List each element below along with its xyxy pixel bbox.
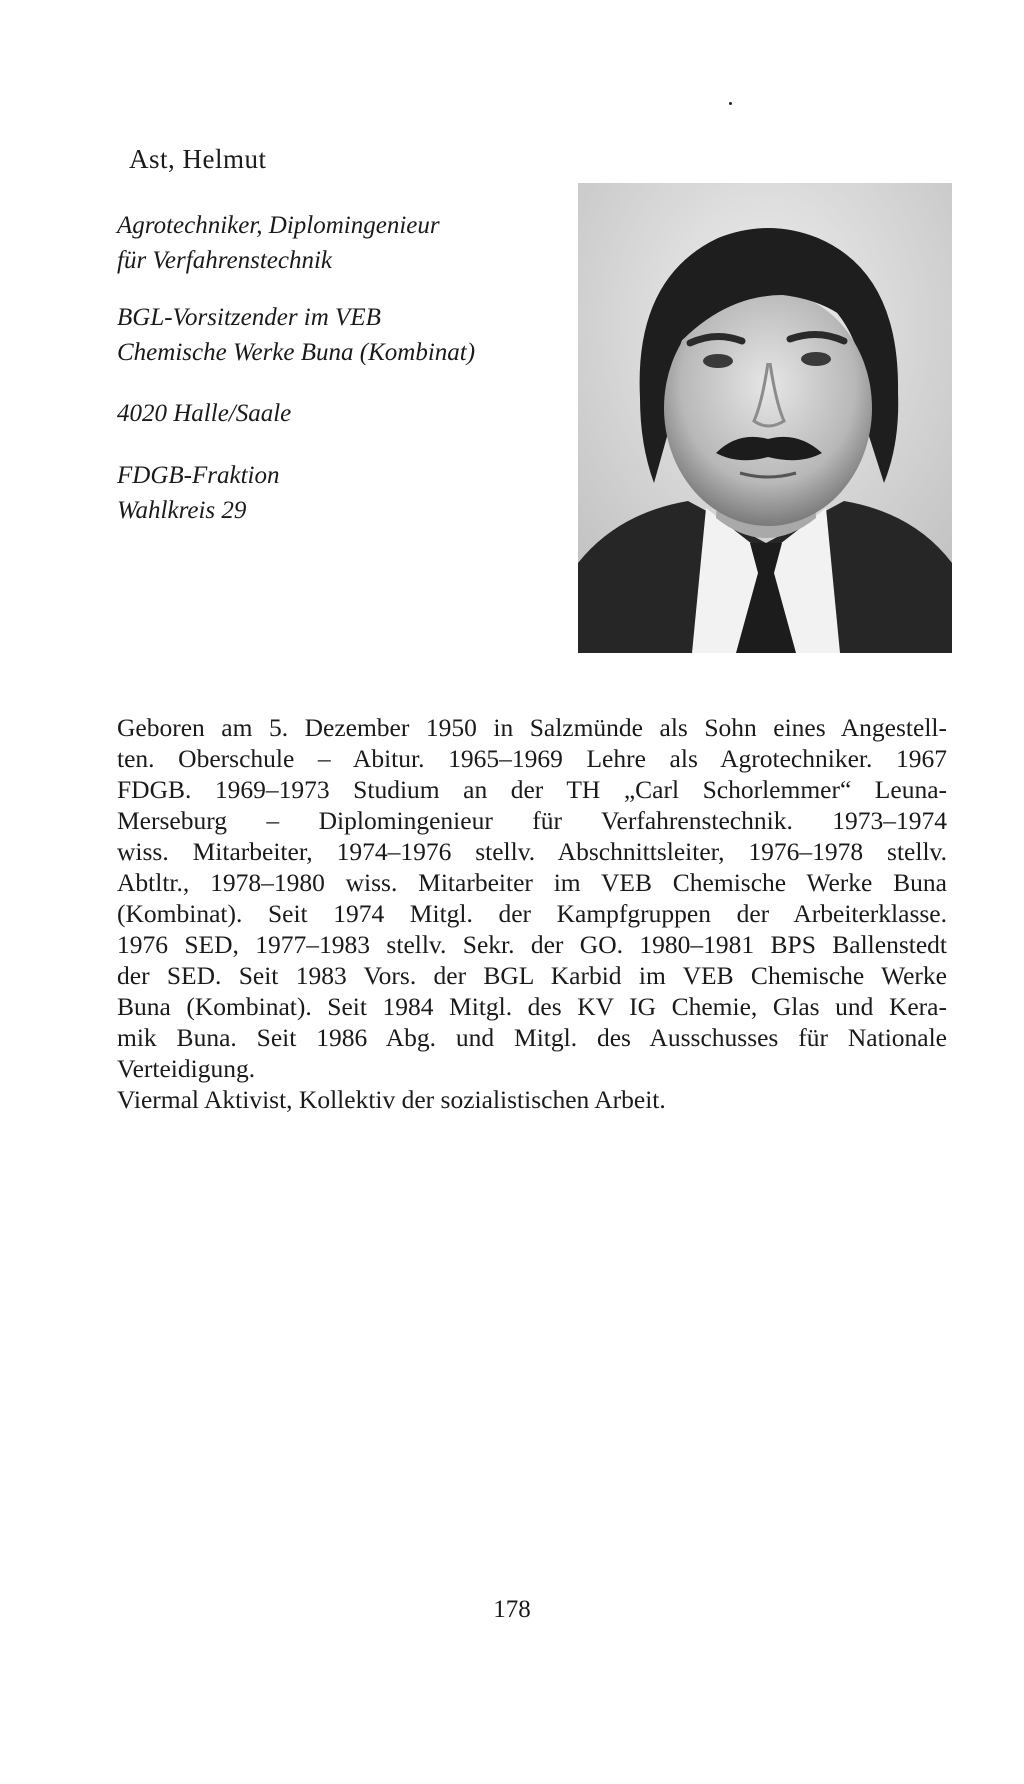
biography-line: FDGB. 1969–1973 Studium an der TH „Carl Schorlemmer“ Leuna- bbox=[117, 775, 947, 804]
entry-name: Ast, Helmut bbox=[129, 144, 267, 174]
position-line: Chemische Werke Buna (Kombinat) bbox=[117, 339, 476, 366]
print-speck bbox=[729, 102, 732, 105]
page-number: 178 bbox=[493, 1596, 531, 1623]
profession-line: Agrotechniker, Diplomingenieur bbox=[117, 212, 440, 239]
profession bbox=[117, 208, 440, 278]
portrait-image bbox=[578, 183, 952, 653]
position-line: BGL-Vorsitzender im VEB bbox=[117, 304, 381, 331]
fraction-line: FDGB-Fraktion bbox=[117, 462, 280, 489]
position bbox=[117, 300, 475, 370]
location: 4020 Halle/Saale bbox=[117, 400, 292, 427]
biography-line: Buna (Kombinat). Seit 1984 Mitgl. des KV IG Chemie, Glas und Kera- bbox=[117, 992, 947, 1021]
biography-line: Merseburg – Diplomingenieur für Verfahrenstechnik. 1973–1974 bbox=[117, 806, 947, 835]
biography-line: mik Buna. Seit 1986 Abg. und Mitgl. des Ausschusses für Nationale bbox=[117, 1023, 947, 1052]
biography-line: Abtltr., 1978–1980 wiss. Mitarbeiter im VEB Chemische Werke Buna bbox=[117, 868, 947, 897]
biography-line: Verteidigung. bbox=[117, 1054, 256, 1083]
biography-line: 1976 SED, 1977–1983 stellv. Sekr. der GO. 1980–1981 BPS Ballenstedt bbox=[117, 930, 947, 959]
fraction-line: Wahlkreis 29 bbox=[117, 497, 247, 524]
fraction bbox=[117, 458, 279, 528]
honors-line: Viermal Aktivist, Kollektiv der sozialistischen Arbeit. bbox=[117, 1085, 666, 1114]
biography-line: der SED. Seit 1983 Vors. der BGL Karbid im VEB Chemische Werke bbox=[117, 961, 947, 990]
biography-line: ten. Oberschule – Abitur. 1965–1969 Lehre als Agrotechniker. 1967 bbox=[117, 744, 947, 773]
biography-line: (Kombinat). Seit 1974 Mitgl. der Kampfgruppen der Arbeiterklasse. bbox=[117, 899, 947, 928]
profession-line: für Verfahrenstechnik bbox=[117, 247, 333, 274]
biography-line: Geboren am 5. Dezember 1950 in Salzmünde als Sohn eines Angestell- bbox=[117, 713, 947, 742]
biography bbox=[117, 712, 947, 1115]
biography-line: wiss. Mitarbeiter, 1974–1976 stellv. Abschnittsleiter, 1976–1978 stellv. bbox=[117, 837, 947, 866]
portrait-photo bbox=[578, 183, 952, 653]
